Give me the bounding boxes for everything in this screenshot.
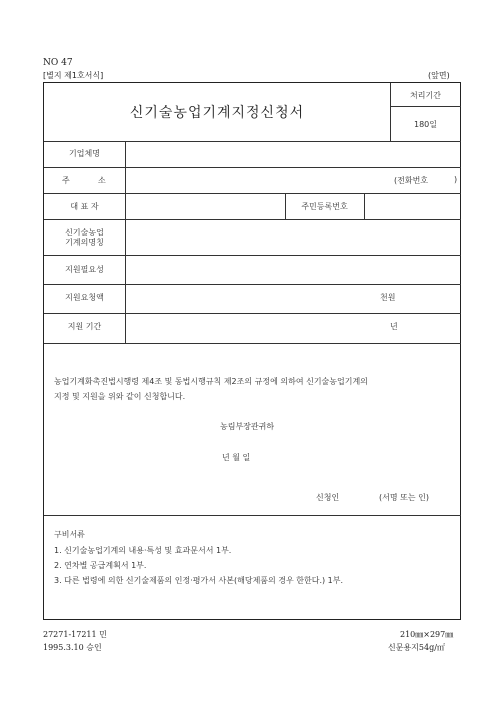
addressee: 농림부장관귀하: [220, 422, 275, 431]
machine-name-label-2: 기계의명칭: [65, 238, 104, 247]
footer-paper: 신문용지54g/㎡: [388, 643, 445, 652]
period-unit: 년: [390, 322, 398, 331]
phone-label: (전화번호: [394, 176, 429, 185]
applicant-label: 신청인: [316, 493, 340, 502]
footer-approval: 1995.3.10 승인: [43, 643, 102, 652]
document-item: 2. 연차별 공급계획서 1부.: [54, 561, 147, 570]
representative-field[interactable]: [126, 194, 284, 218]
resident-number-field[interactable]: [365, 194, 460, 218]
statement-line-1: 농업기계화촉진법시행령 제4조 및 동법시행규칙 제2조의 규정에 의하여 신기술농업기계의: [54, 377, 368, 386]
form-type: [별지 제1호서식]: [43, 71, 104, 80]
document-item: 1. 신기술농업기계의 내용·특성 및 효과문서서 1부.: [54, 546, 232, 555]
processing-period-value: 180일: [414, 120, 437, 129]
amount-unit: 천원: [380, 293, 396, 302]
support-amount-label: 지원요청액: [65, 293, 104, 302]
support-period-label: 지원 기간: [67, 322, 102, 331]
support-amount-field[interactable]: [126, 285, 460, 312]
support-needs-label: 지원필요성: [65, 265, 104, 274]
support-period-field[interactable]: [126, 314, 460, 342]
footer-size: 210㎜×297㎜: [400, 630, 454, 639]
date-line: 년 월 일: [222, 453, 251, 462]
phone-close: ): [454, 175, 458, 184]
documents-heading: 구비서류: [54, 530, 85, 539]
footer-code: 27271-17211 민: [43, 630, 107, 639]
page-side: (앞면): [428, 71, 450, 80]
company-name-label: 기업체명: [69, 149, 100, 158]
company-name-field[interactable]: [126, 142, 460, 166]
machine-name-label-1: 신기술농업: [65, 228, 104, 237]
resident-number-label: 주민등록번호: [301, 202, 348, 211]
processing-period-label: 처리기간: [410, 91, 441, 100]
application-form: [43, 82, 461, 620]
signature-label: (서명 또는 인): [379, 493, 429, 502]
form-title: 신기술농업기계지정신청서: [129, 105, 305, 121]
support-needs-field[interactable]: [126, 256, 460, 283]
form-number: NO 47: [43, 58, 73, 68]
representative-label: 대 표 자: [70, 202, 99, 211]
document-item: 3. 다른 법령에 의한 신기술제품의 인정·평가서 사본(해당제품의 경우 한한다.) 1부.: [54, 576, 344, 585]
statement-line-2: 지정 및 지원을 위와 같이 신청합니다.: [54, 392, 186, 401]
address-label-2: 소: [98, 176, 106, 185]
machine-name-field[interactable]: [126, 220, 460, 254]
address-label-1: 주: [62, 176, 70, 185]
